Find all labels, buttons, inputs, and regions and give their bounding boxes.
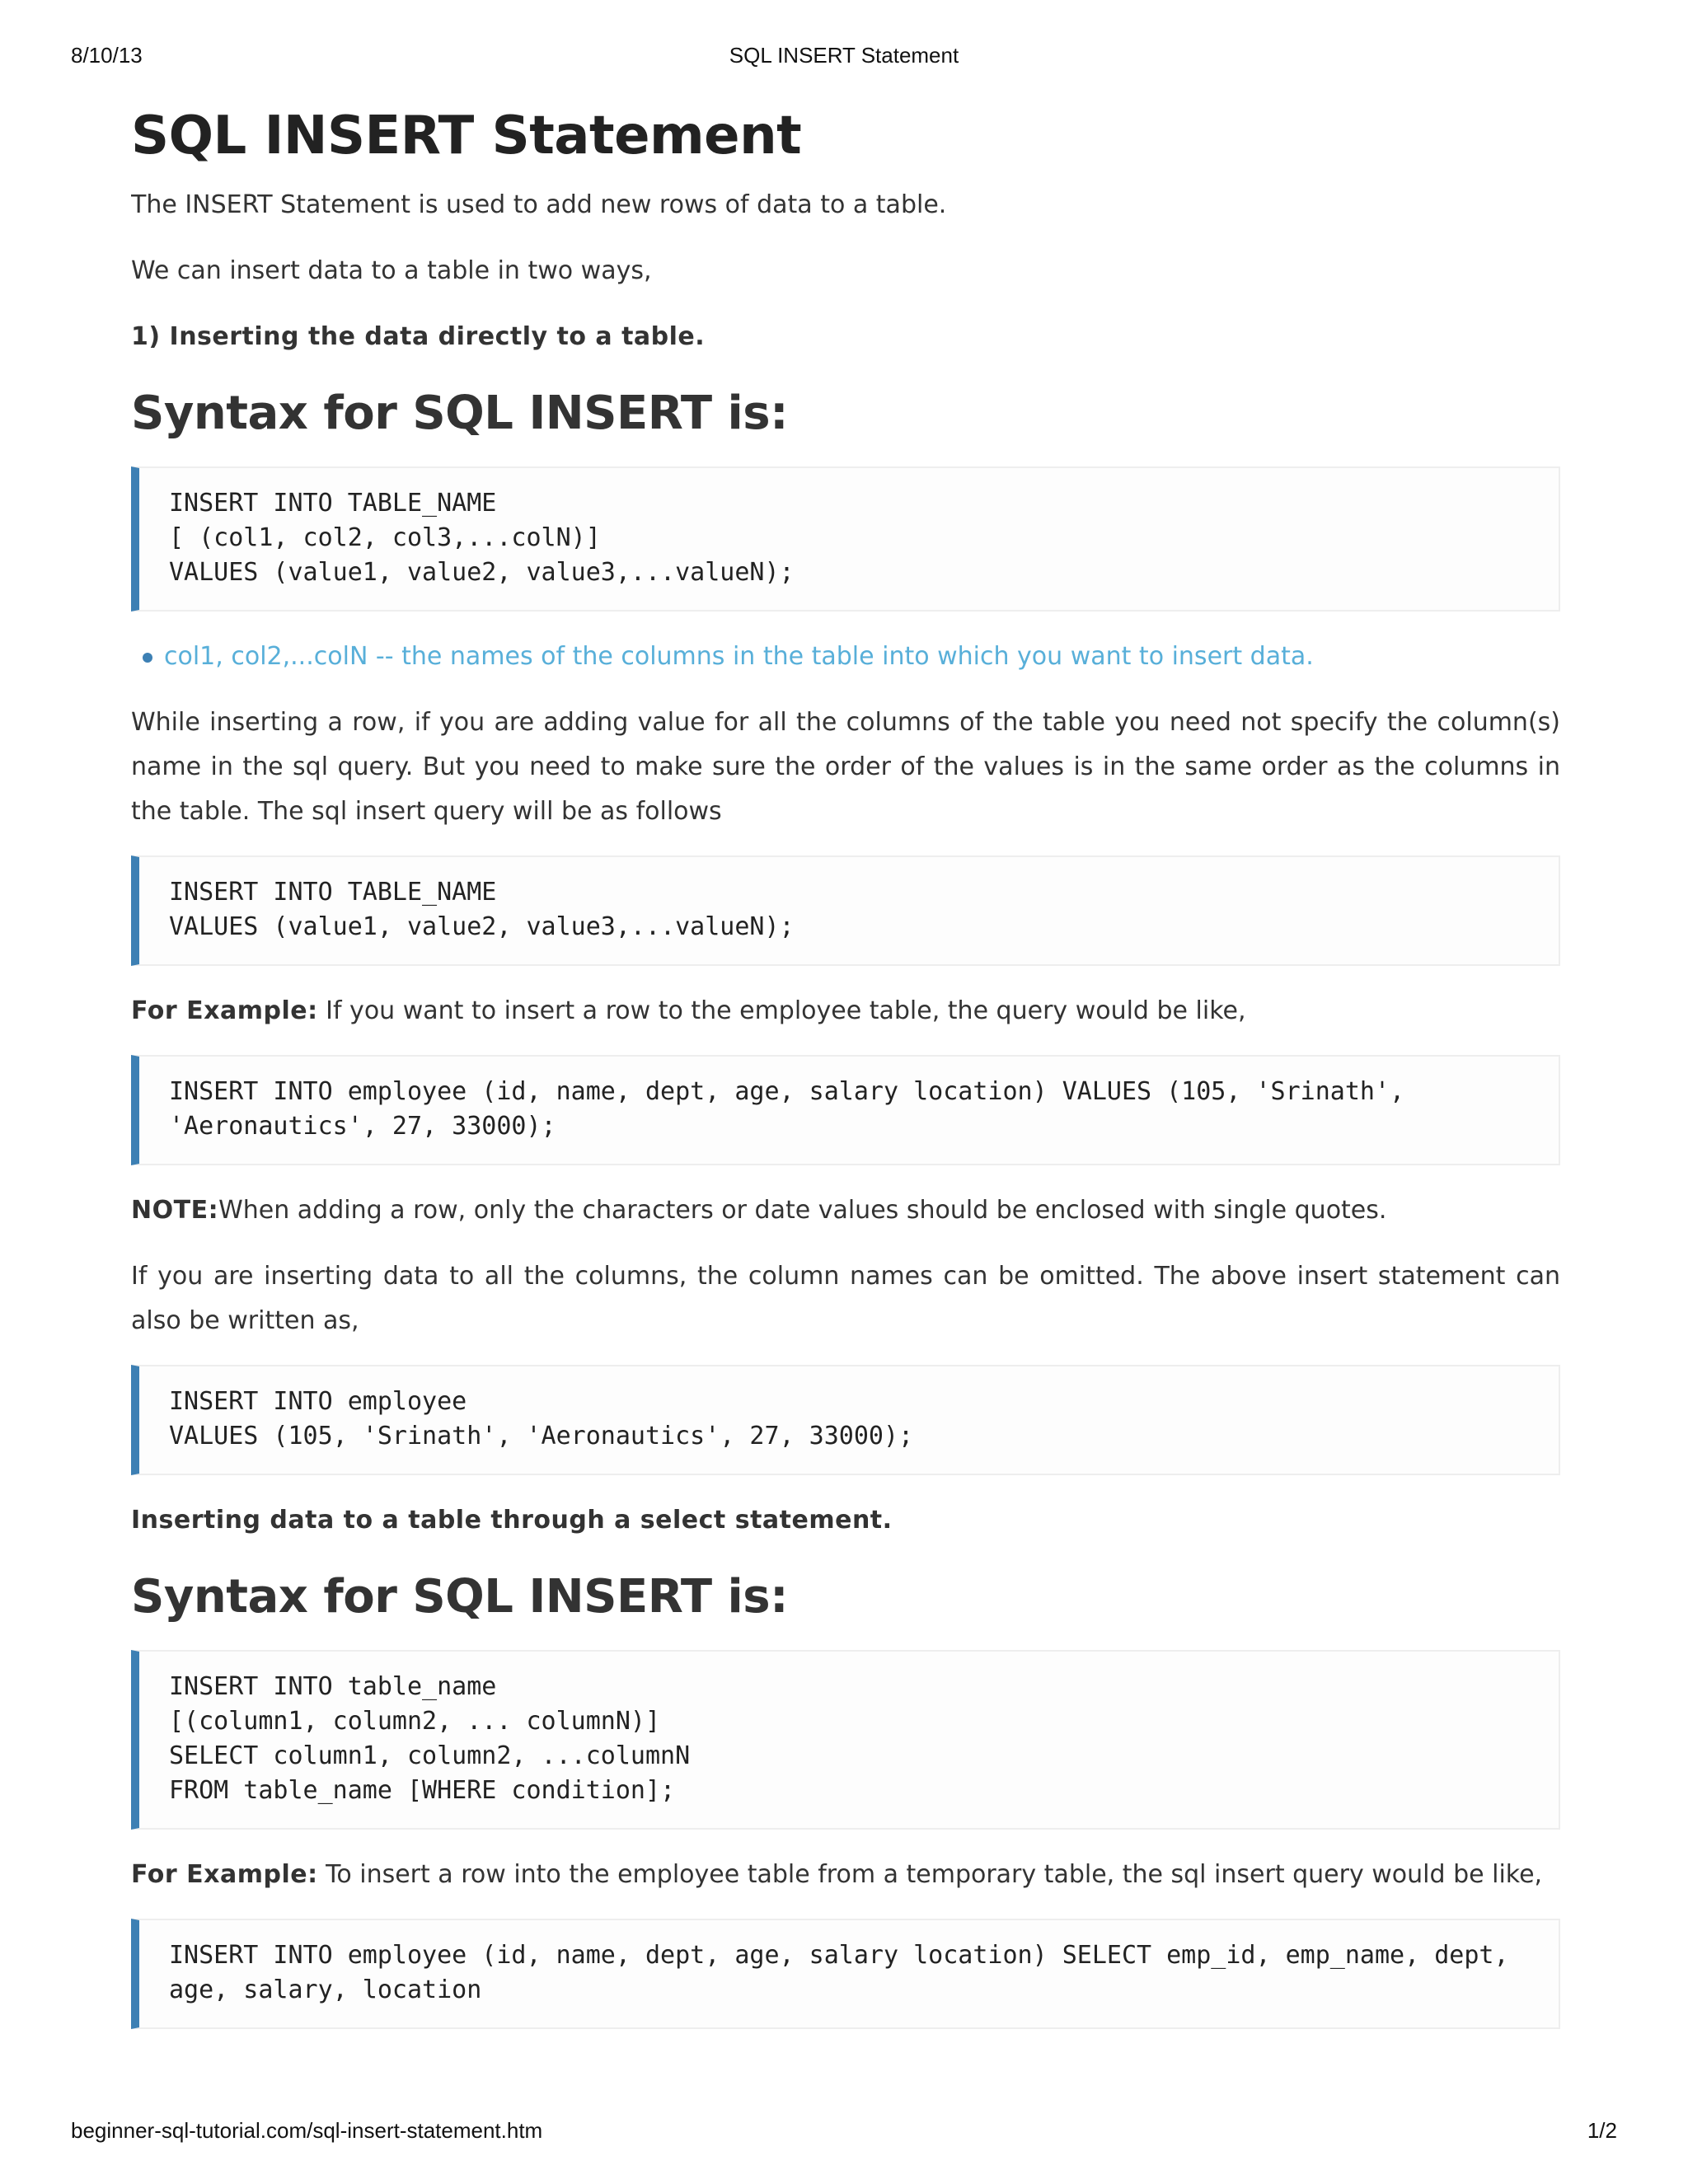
syntax-heading-1: Syntax for SQL INSERT is:: [131, 387, 788, 440]
print-page-title: SQL INSERT Statement: [729, 43, 959, 68]
column-list-item: col1, col2,...colN -- the names of the columns in the table into which you want to insert data.: [164, 635, 1560, 679]
note-text: When adding a row, only the characters or date values should be enclosed with single quotes.: [218, 1196, 1387, 1225]
intro-paragraph: The INSERT Statement is used to add new rows of data to a table.: [131, 190, 947, 219]
article-title: SQL INSERT Statement: [131, 105, 802, 166]
code-block-syntax-select: INSERT INTO table_name [(column1, column2, ... columnN)] SELECT column1, column2, ...columnN FROM table_name [WHERE condition];: [131, 1650, 1560, 1830]
article-content: [131, 99, 1560, 2102]
print-header: [71, 43, 1617, 76]
print-page-number: 1/2: [1587, 2118, 1617, 2143]
code-block-syntax-insert: INSERT INTO TABLE_NAME [ (col1, col2, col3,...colN)] VALUES (value1, value2, value3,...valueN);: [131, 466, 1560, 612]
print-date: 8/10/13: [71, 43, 143, 68]
example-1-label: For Example:: [131, 996, 318, 1025]
code-block-example-3: INSERT INTO employee (id, name, dept, age, salary location) SELECT emp_id, emp_name, dept, age, salary, location: [131, 1919, 1560, 2029]
example-2-label: For Example:: [131, 1860, 318, 1889]
method-1-heading: [131, 315, 1560, 359]
code-block-example-1: INSERT INTO employee (id, name, dept, age, salary location) VALUES (105, 'Srinath', 'Aeronautics', 27, 33000);: [131, 1055, 1560, 1165]
syntax-heading-2: Syntax for SQL INSERT is:: [131, 1570, 788, 1624]
code-block-syntax-values: INSERT INTO TABLE_NAME VALUES (value1, value2, value3,...valueN);: [131, 855, 1560, 966]
all-columns-paragraph: While inserting a row, if you are adding value for all the columns of the table you need not specify the column(s) name in the sql query. But you need to make sure the order of the values is in the same order as the columns in the table. The sql insert query will be as follows: [131, 708, 1560, 826]
example-2-text: To insert a row into the employee table from a temporary table, the sql insert query would be like,: [317, 1860, 1543, 1889]
code-block-example-2: INSERT INTO employee VALUES (105, 'Srinath', 'Aeronautics', 27, 33000);: [131, 1365, 1560, 1475]
ways-paragraph: We can insert data to a table in two ways,: [131, 256, 652, 285]
note-paragraph: [131, 1188, 1560, 1233]
print-footer: [71, 2118, 1617, 2151]
print-url: beginner-sql-tutorial.com/sql-insert-statement.htm: [71, 2118, 543, 2143]
column-list: [131, 635, 1560, 679]
note-label: NOTE:: [131, 1196, 219, 1225]
method-2-text: Inserting data to a table through a select statement.: [131, 1506, 893, 1535]
method-2-heading: [131, 1498, 1560, 1543]
example-1-text: If you want to insert a row to the employee table, the query would be like,: [317, 996, 1246, 1025]
example-1-paragraph: [131, 989, 1560, 1033]
method-1-text: 1) Inserting the data directly to a table.: [131, 322, 706, 351]
example-2-paragraph: [131, 1853, 1560, 1897]
omit-columns-paragraph: If you are inserting data to all the columns, the column names can be omitted. The above insert statement can also be written as,: [131, 1262, 1560, 1335]
